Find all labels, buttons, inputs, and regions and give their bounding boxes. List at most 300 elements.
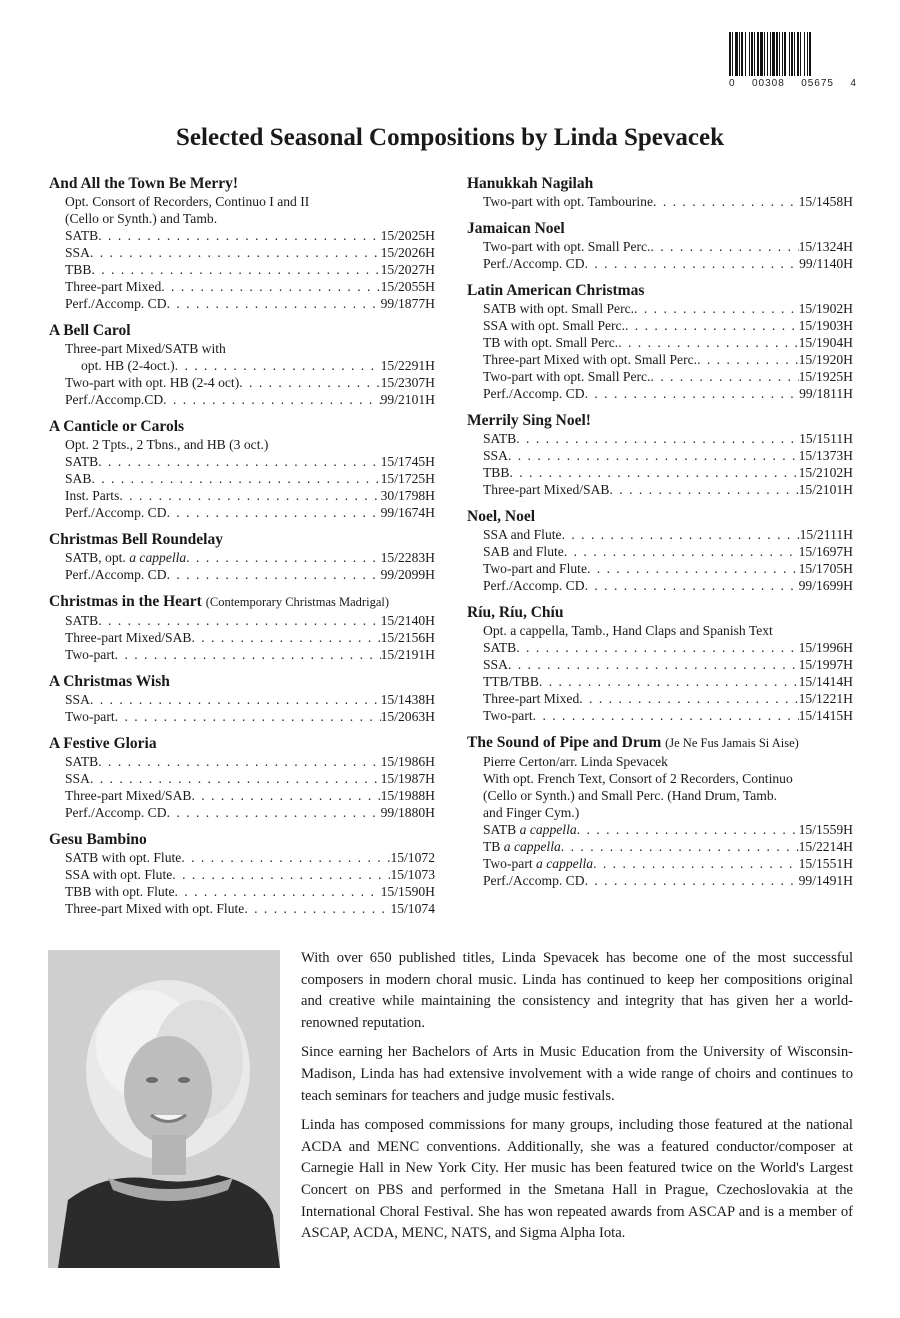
entry-voicing-text: SATB (65, 228, 99, 243)
dot-leader (161, 278, 380, 295)
work-title (467, 603, 853, 622)
entry-voicing-text: Two-part (65, 709, 115, 724)
dot-leader (653, 193, 799, 210)
entry-voicing-text: SAB and Flute (483, 544, 564, 559)
catalog-entry (49, 883, 435, 900)
catalog-entry (49, 691, 435, 708)
entry-voicing-text: Three-part Mixed (65, 279, 162, 294)
dot-leader (191, 787, 380, 804)
entry-voicing-text: TBB (483, 465, 510, 480)
work (467, 281, 853, 402)
work (49, 830, 435, 917)
work-title (49, 592, 435, 612)
work-note: Opt. 2 Tpts., 2 Tbns., and HB (3 oct.) (65, 437, 269, 452)
entry-catalog-number: 15/1373H (798, 448, 853, 463)
dot-leader (634, 300, 799, 317)
entry-voicing-text: TTB/TBB (483, 674, 539, 689)
dot-leader (98, 753, 380, 770)
work-subtitle: (Je Ne Fus Jamais Si Aise) (665, 736, 799, 750)
work-title-text: Gesu Bambino (49, 831, 147, 848)
work-title (467, 174, 853, 193)
catalog-entry (49, 357, 435, 374)
dot-leader (533, 707, 799, 724)
catalog-entry (49, 470, 435, 487)
catalog-entry (467, 821, 853, 838)
work (49, 592, 435, 663)
entry-catalog-number: 15/1590H (380, 884, 435, 899)
entry-voicing-text: Three-part Mixed/SAB (65, 630, 192, 645)
entry-voicing-text: Two-part (65, 647, 115, 662)
catalog-entry (49, 900, 435, 917)
entry-voicing (483, 481, 609, 498)
catalog-entry (467, 639, 853, 656)
work-title-text: A Bell Carol (49, 322, 131, 339)
entry-voicing (65, 770, 90, 787)
dot-leader (509, 464, 798, 481)
work-title (467, 733, 853, 753)
bio-paragraph: With over 650 published titles, Linda Spevacek has become one of the most successful composers in modern choral music. Linda has continued to keep her compositions original and creative while maintaining the consistency and integrity that has given her a world-renowned reputation. (301, 950, 853, 1031)
dot-leader (508, 447, 799, 464)
catalog-entry (467, 368, 853, 385)
entry-catalog-number: 15/2291H (380, 358, 435, 373)
dot-leader (175, 357, 381, 374)
dot-leader (625, 317, 799, 334)
entry-voicing-text: SSA with opt. Flute (65, 867, 173, 882)
catalog-entry (467, 577, 853, 594)
entry-voicing (483, 351, 697, 368)
entry-voicing (483, 317, 625, 334)
work-title (467, 281, 853, 300)
entry-catalog-number: 99/1674H (380, 505, 435, 520)
entry-voicing-italic: a cappella (519, 822, 577, 837)
entry-catalog-number: 15/1997H (798, 657, 853, 672)
catalog-entry (49, 849, 435, 866)
entry-catalog-number: 15/1559H (798, 822, 853, 837)
barcode-digit-group: 05675 (801, 78, 834, 89)
entry-voicing (483, 300, 634, 317)
entry-voicing (65, 504, 167, 521)
work-title (49, 174, 435, 193)
dot-leader (98, 227, 380, 244)
entry-catalog-number: 99/1491H (798, 873, 853, 888)
catalog-entry (49, 753, 435, 770)
entry-catalog-number: 15/2027H (380, 262, 435, 277)
entry-voicing (65, 849, 181, 866)
catalog-entry (467, 543, 853, 560)
entry-voicing (483, 639, 516, 656)
catalog-entry (49, 227, 435, 244)
work-note: Opt. a cappella, Tamb., Hand Claps and Spanish Text (483, 623, 773, 638)
dot-leader (561, 838, 799, 855)
entry-voicing-text: opt. HB (2-4oct.) (81, 358, 175, 373)
work-note: (Cello or Synth.) and Small Perc. (Hand Drum, Tamb. (483, 788, 778, 803)
entry-catalog-number: 99/1811H (799, 386, 853, 401)
entry-voicing (483, 673, 539, 690)
work-subtitle: (Contemporary Christmas Madrigal) (205, 595, 389, 609)
entry-catalog-number: 15/1073 (390, 867, 435, 882)
entry-voicing-text: SAB (65, 471, 92, 486)
entry-voicing-italic: a cappella (503, 839, 561, 854)
catalog-entry (49, 787, 435, 804)
entry-catalog-number: 15/1745H (380, 454, 435, 469)
entry-voicing-text: Two-part with opt. Small Perc. (483, 239, 651, 254)
barcode-digit-group: 4 (850, 78, 857, 89)
catalog-entry (467, 255, 853, 272)
work-title-text: Ríu, Ríu, Chíu (467, 604, 564, 621)
entry-catalog-number: 15/2283H (380, 550, 435, 565)
catalog-entry (49, 770, 435, 787)
catalog-entry (467, 481, 853, 498)
work-title (49, 530, 435, 549)
catalog-entry (467, 351, 853, 368)
entry-voicing (483, 193, 653, 210)
entry-voicing (65, 629, 191, 646)
entry-catalog-number: 15/1072 (390, 850, 435, 865)
entry-voicing-text: SSA (65, 245, 90, 260)
entry-voicing (483, 690, 579, 707)
catalog-entry (467, 690, 853, 707)
dot-leader (539, 673, 799, 690)
dot-leader (175, 883, 381, 900)
dot-leader (650, 368, 798, 385)
entry-voicing (65, 227, 98, 244)
catalog-entry (49, 629, 435, 646)
dot-leader (587, 560, 799, 577)
works-column-left (49, 174, 435, 926)
catalog-entry (467, 300, 853, 317)
work (467, 733, 853, 889)
entry-voicing (483, 577, 585, 594)
entry-catalog-number: 15/1458H (798, 194, 853, 209)
work-note: and Finger Cym.) (483, 805, 580, 820)
page-title: Selected Seasonal Compositions by Linda Spevacek (176, 124, 724, 151)
dot-leader (609, 481, 798, 498)
catalog-entry (467, 656, 853, 673)
entry-voicing-text: SATB (483, 431, 517, 446)
entry-voicing (65, 787, 191, 804)
work (467, 174, 853, 210)
dot-leader (508, 656, 799, 673)
dot-leader (163, 391, 380, 408)
dot-leader (585, 385, 800, 402)
entry-voicing-text: Perf./Accomp.CD (65, 392, 164, 407)
work-title (49, 672, 435, 691)
dot-leader (98, 453, 380, 470)
entry-voicing (65, 883, 175, 900)
catalog-entry (467, 560, 853, 577)
work-title-text: A Canticle or Carols (49, 418, 185, 435)
work-title-text: Latin American Christmas (467, 282, 645, 299)
entry-catalog-number: 99/1877H (380, 296, 435, 311)
catalog-entry (467, 193, 853, 210)
entry-voicing-italic: a cappella (129, 550, 187, 565)
catalog-entry (49, 261, 435, 278)
dot-leader (564, 543, 799, 560)
work-title (49, 830, 435, 849)
work-title (467, 219, 853, 238)
entry-voicing-text: Three-part Mixed/SAB (483, 482, 610, 497)
catalog-entry (467, 334, 853, 351)
entry-catalog-number: 30/1798H (380, 488, 435, 503)
dot-leader (593, 855, 799, 872)
entry-voicing-text: Perf./Accomp. CD (483, 578, 585, 593)
entry-catalog-number: 15/2026H (380, 245, 435, 260)
catalog-entry (467, 838, 853, 855)
entry-catalog-number: 15/2307H (380, 375, 435, 390)
entry-voicing-text: Three-part Mixed/SAB (65, 788, 192, 803)
work-title (49, 321, 435, 340)
entry-voicing (65, 646, 115, 663)
entry-catalog-number: 15/1903H (798, 318, 853, 333)
entry-catalog-number: 15/2063H (380, 709, 435, 724)
entry-voicing-text: Perf./Accomp. CD (65, 805, 167, 820)
entry-catalog-number: 15/2102H (798, 465, 853, 480)
dot-leader (618, 334, 798, 351)
work (49, 530, 435, 583)
catalog-entry (49, 549, 435, 566)
entry-voicing-text: SATB (65, 454, 99, 469)
entry-voicing (65, 549, 186, 566)
entry-voicing (65, 753, 98, 770)
entry-catalog-number: 15/2140H (380, 613, 435, 628)
entry-voicing (65, 374, 239, 391)
work-title-text: Jamaican Noel (467, 220, 565, 237)
entry-catalog-number: 15/1511H (799, 431, 853, 446)
work-title-text: And All the Town Be Merry! (49, 175, 239, 192)
barcode-bar (811, 32, 812, 76)
entry-voicing-text: Two-part with opt. HB (2-4 oct) (65, 375, 240, 390)
work-title-text: The Sound of Pipe and Drum (467, 734, 662, 751)
dot-leader (90, 244, 381, 261)
barcode-digits (729, 78, 857, 89)
entry-voicing-text: TBB (65, 262, 92, 277)
catalog-entry (49, 278, 435, 295)
entry-voicing-text: Three-part Mixed with opt. Small Perc. (483, 352, 698, 367)
dot-leader (115, 646, 381, 663)
work-title-text: Noel, Noel (467, 508, 536, 525)
dot-leader (181, 849, 390, 866)
entry-catalog-number: 15/1925H (798, 369, 853, 384)
entry-voicing (483, 838, 561, 855)
work-note: (Cello or Synth.) and Tamb. (65, 211, 218, 226)
dot-leader (244, 900, 390, 917)
entry-voicing (483, 543, 564, 560)
dot-leader (98, 612, 380, 629)
entry-catalog-number: 15/1902H (798, 301, 853, 316)
entry-voicing-text: TB (483, 839, 501, 854)
entry-voicing (483, 656, 508, 673)
dot-leader (91, 470, 380, 487)
dot-leader (585, 872, 799, 889)
catalog-entry (49, 244, 435, 261)
entry-voicing-text: Two-part and Flute (483, 561, 587, 576)
entry-catalog-number: 15/1986H (380, 754, 435, 769)
entry-catalog-number: 15/1996H (798, 640, 853, 655)
entry-voicing (65, 900, 244, 917)
dot-leader (167, 566, 381, 583)
dot-leader (697, 351, 799, 368)
entry-voicing (65, 866, 172, 883)
dot-leader (91, 261, 380, 278)
work (467, 507, 853, 594)
dot-leader (115, 708, 381, 725)
work-title-text: Merrily Sing Noel! (467, 412, 591, 429)
entry-voicing-text: Perf./Accomp. CD (65, 567, 167, 582)
catalog-entry (467, 673, 853, 690)
barcode-digit-group: 00308 (751, 78, 785, 89)
work-title (49, 734, 435, 753)
entry-catalog-number: 99/1699H (798, 578, 853, 593)
entry-voicing (65, 804, 167, 821)
entry-voicing (483, 334, 618, 351)
entry-voicing-text: SATB, opt. (65, 550, 126, 565)
bio-paragraph: Since earning her Bachelors of Arts in Music Education from the University of Wisconsin-Madison, Linda has had extensive involvement with a wide range of choirs and continues to teach seminars for teachers and judge music festivals. (301, 1044, 853, 1104)
catalog-entry (49, 391, 435, 408)
dot-leader (577, 821, 799, 838)
work (49, 174, 435, 312)
dot-leader (585, 577, 799, 594)
entry-catalog-number: 15/1551H (798, 856, 853, 871)
work-title-text: A Festive Gloria (49, 735, 157, 752)
entry-catalog-number: 15/1221H (798, 691, 853, 706)
work-title (49, 417, 435, 436)
dot-leader (579, 690, 798, 707)
entry-catalog-number: 15/1697H (798, 544, 853, 559)
catalog-entry (49, 708, 435, 725)
work-title (467, 507, 853, 526)
barcode-bars (729, 32, 857, 76)
entry-voicing-text: Two-part with opt. Tambourine (483, 194, 654, 209)
entry-voicing (65, 261, 91, 278)
catalog-entry (467, 707, 853, 724)
catalog-entry (467, 238, 853, 255)
catalog-entry (49, 453, 435, 470)
entry-voicing-text: Two-part (483, 856, 533, 871)
dot-leader (90, 770, 381, 787)
entry-voicing-text: SATB (483, 822, 517, 837)
dot-leader (186, 549, 380, 566)
entry-voicing-text: Perf./Accomp. CD (483, 873, 585, 888)
dot-leader (167, 295, 381, 312)
entry-voicing-text: SSA and Flute (483, 527, 562, 542)
entry-catalog-number: 15/1324H (798, 239, 853, 254)
dot-leader (191, 629, 380, 646)
entry-voicing (65, 453, 98, 470)
catalog-entry (49, 804, 435, 821)
entry-voicing (483, 821, 577, 838)
catalog-entry (467, 430, 853, 447)
dot-leader (167, 804, 381, 821)
entry-voicing (65, 708, 115, 725)
entry-voicing-text: Two-part with opt. Small Perc. (483, 369, 651, 384)
entry-voicing (65, 278, 161, 295)
work-title (467, 411, 853, 430)
catalog-entry (49, 295, 435, 312)
work (49, 321, 435, 408)
work-title-text: Christmas in the Heart (49, 593, 202, 610)
entry-catalog-number: 15/2025H (380, 228, 435, 243)
entry-voicing (483, 464, 509, 481)
work-title-text: Hanukkah Nagilah (467, 175, 594, 192)
entry-voicing (65, 295, 167, 312)
dot-leader (90, 691, 381, 708)
entry-voicing-text: TBB with opt. Flute (65, 884, 175, 899)
dot-leader (172, 866, 390, 883)
entry-catalog-number: 15/1920H (798, 352, 853, 367)
catalog-entry (467, 872, 853, 889)
entry-voicing-text: SATB (65, 754, 99, 769)
entry-voicing (483, 872, 585, 889)
entry-voicing-italic: a cappella (536, 856, 594, 871)
entry-voicing (65, 470, 91, 487)
entry-voicing-text: SSA with opt. Small Perc. (483, 318, 625, 333)
catalog-entry (467, 855, 853, 872)
entry-voicing (483, 707, 533, 724)
dot-leader (167, 504, 381, 521)
entry-voicing (483, 430, 516, 447)
entry-voicing (483, 526, 562, 543)
entry-catalog-number: 15/2156H (380, 630, 435, 645)
entry-voicing-text: SSA (483, 448, 508, 463)
catalog-entry (467, 526, 853, 543)
work (467, 219, 853, 272)
dot-leader (516, 430, 799, 447)
bio-paragraph: Linda has composed commissions for many groups, including those featured at the national ACDA and MENC conventions. Additionally, she was a featured conductor/composer at Carnegie Hall in New York City. Her music has been featured twice on the World's Largest Concert on PBS and performed in the Smetana Hall in Prague, Czechoslovakia at the International Choral Festival. She has won repeated awards from ASCAP and is a member of ASCAP, ACDA, MENC, NATS, and Sigma Alpha Iota. (301, 1117, 853, 1242)
entry-voicing-text: Two-part (483, 708, 533, 723)
composer-photo (48, 950, 280, 1268)
entry-catalog-number: 15/1705H (798, 561, 853, 576)
entry-catalog-number: 15/1987H (380, 771, 435, 786)
entry-voicing (65, 391, 163, 408)
entry-catalog-number: 15/2191H (380, 647, 435, 662)
entry-voicing (483, 855, 593, 872)
entry-voicing-text: SATB (483, 640, 517, 655)
composer-bio (301, 948, 853, 1253)
entry-voicing-text: Perf./Accomp. CD (65, 296, 167, 311)
work (467, 411, 853, 498)
entry-catalog-number: 15/2214H (798, 839, 853, 854)
works-column-right (467, 174, 853, 898)
work-note: Three-part Mixed/SATB with (65, 341, 226, 356)
entry-catalog-number: 15/1725H (380, 471, 435, 486)
entry-catalog-number: 15/1414H (798, 674, 853, 689)
entry-voicing-text: SATB with opt. Flute (65, 850, 182, 865)
dot-leader (650, 238, 798, 255)
entry-voicing-text: Three-part Mixed with opt. Flute (65, 901, 245, 916)
entry-voicing-text: Three-part Mixed (483, 691, 580, 706)
entry-catalog-number: 15/1074 (390, 901, 435, 916)
entry-catalog-number: 15/2101H (798, 482, 853, 497)
entry-voicing (65, 612, 98, 629)
entry-voicing (483, 255, 585, 272)
catalog-entry (467, 464, 853, 481)
entry-catalog-number: 99/2099H (380, 567, 435, 582)
catalog-entry (49, 866, 435, 883)
entry-voicing-text: Perf./Accomp. CD (483, 386, 585, 401)
entry-catalog-number: 99/1880H (380, 805, 435, 820)
entry-voicing (65, 566, 167, 583)
entry-voicing (65, 691, 90, 708)
work (467, 603, 853, 724)
entry-catalog-number: 15/1904H (798, 335, 853, 350)
entry-voicing-text: SSA (483, 657, 508, 672)
barcode (729, 32, 857, 94)
dot-leader (119, 487, 380, 504)
entry-voicing-text: TB with opt. Small Perc. (483, 335, 619, 350)
dot-leader (562, 526, 800, 543)
barcode-digit-group: 0 (729, 78, 736, 89)
work-note: Pierre Certon/arr. Linda Spevacek (483, 754, 668, 769)
